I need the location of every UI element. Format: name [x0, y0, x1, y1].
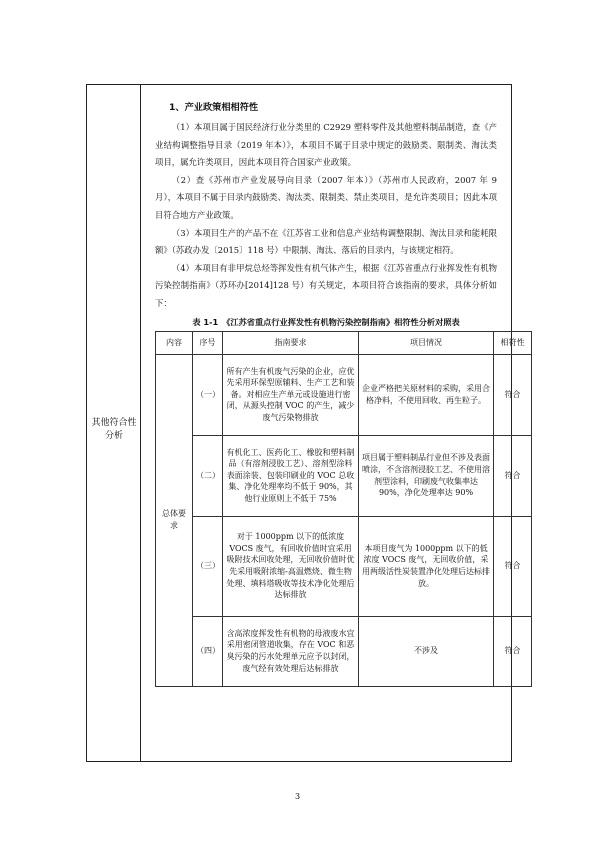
header-cell: 项目情况	[359, 331, 494, 354]
status-cell: 企业严格把关原材料的采购，采用合格净料，不使用回收、再生粒子。	[359, 354, 494, 435]
left-column	[87, 85, 141, 761]
row-number: （二）	[193, 435, 223, 516]
content-area	[141, 85, 525, 761]
result-cell: 符合	[494, 516, 532, 616]
document-frame	[86, 84, 525, 762]
requirement-cell: 有机化工、医药化工、橡胶和塑料制品（有溶剂浸胶工艺）、溶剂型涂料表面涂装、包装印刷业的 VOC 总收集、净化处理率均不低于 90%，其他行业原则上不低于 75%	[223, 435, 359, 516]
header-cell: 相符性	[494, 331, 532, 354]
result-cell: 符合	[494, 354, 532, 435]
status-cell: 项目属于塑料制品行业但不涉及表面喷涂，不含溶剂浸胶工艺、不使用溶剂型涂料，印刷废气收集率达 90%，净化处理率达 90%	[359, 435, 494, 516]
row-number: （一）	[193, 354, 223, 435]
header-cell: 指南要求	[223, 331, 359, 354]
table-row	[156, 616, 532, 686]
table-row	[156, 435, 532, 516]
header-cell: 内容	[156, 331, 193, 354]
table-caption: 表 1-1 《江苏省重点行业挥发性有机物污染控制指南》相符性分析对照表	[192, 316, 460, 327]
status-cell: 本项目废气为 1000ppm 以下的低浓度 VOCS 废气，无回收价值，采用两级活性炭装置净化处理后达标排放。	[359, 516, 494, 616]
row-number: （四）	[193, 616, 223, 686]
page-number: 3	[294, 792, 301, 801]
requirement-cell: 所有产生有机废气污染的企业，应优先采用环保型原辅料、生产工艺和装备。对相应生产单元或设施进行密闭，从源头控制 VOC 的产生，减少废气污染物排放	[223, 354, 359, 435]
row-number: （三）	[193, 516, 223, 616]
paragraph: （3）本项目生产的产品不在《江苏省工业和信息产业结构调整限制、淘汰目录和能耗限额》（苏政办发〔2015〕118 号）中限制、淘汰、落后的目录内，与该规定相符。	[155, 227, 497, 256]
table-row	[156, 354, 532, 435]
section-title: 1、产业政策相相符性	[169, 102, 259, 113]
group-cell: 总体要求	[156, 354, 193, 686]
table-row	[156, 516, 532, 616]
paragraph: （4）本项目有非甲烷总烃等挥发性有机气体产生，根据《江苏省重点行业挥发性有机物污染控制指南》（苏环办[2014]128 号）有关规定，本项目符合该指南的要求，具体分析如下：	[155, 262, 497, 308]
header-cell: 序号	[193, 331, 223, 354]
paragraph: （1）本项目属于国民经济行业分类里的 C2929 塑料零件及其他塑料制品制造，查《产业结构调整指导目录（2019 年本）》，本项目不属于目录中规定的鼓励类、限制类、淘汰类项目，属允许类项目，因此本项目符合国家产业政策。	[155, 122, 497, 168]
paragraph: （2）查《苏州市产业发展导向目录（2007 年本）》（苏州市人民政府，2007 年 9 月），本项目不属于目录内鼓励类、淘汰类、限制类、禁止类项目，是允许类项目；因此本项目符合地方产业政策。	[155, 174, 497, 220]
result-cell: 符合	[494, 435, 532, 516]
table-header-row	[156, 331, 532, 354]
requirement-cell: 含高浓度挥发性有机物的母液废水宜采用密闭管道收集，存在 VOC 和恶臭污染的污水处理单元应予以封闭，废气经有效处理后达标排放	[223, 616, 359, 686]
requirement-cell: 对于 1000ppm 以下的低浓度 VOCS 废气，有回收价值时宜采用吸附技术回收处理，无回收价值时优先采用吸附浓缩-高温燃烧、微生物处理、填料塔吸收等技术净化处理后达标排放	[223, 516, 359, 616]
result-cell: 符合	[494, 616, 532, 686]
status-cell: 不涉及	[359, 616, 494, 686]
left-label: 其他符合性分析	[91, 418, 137, 441]
comparison-table	[155, 331, 532, 687]
